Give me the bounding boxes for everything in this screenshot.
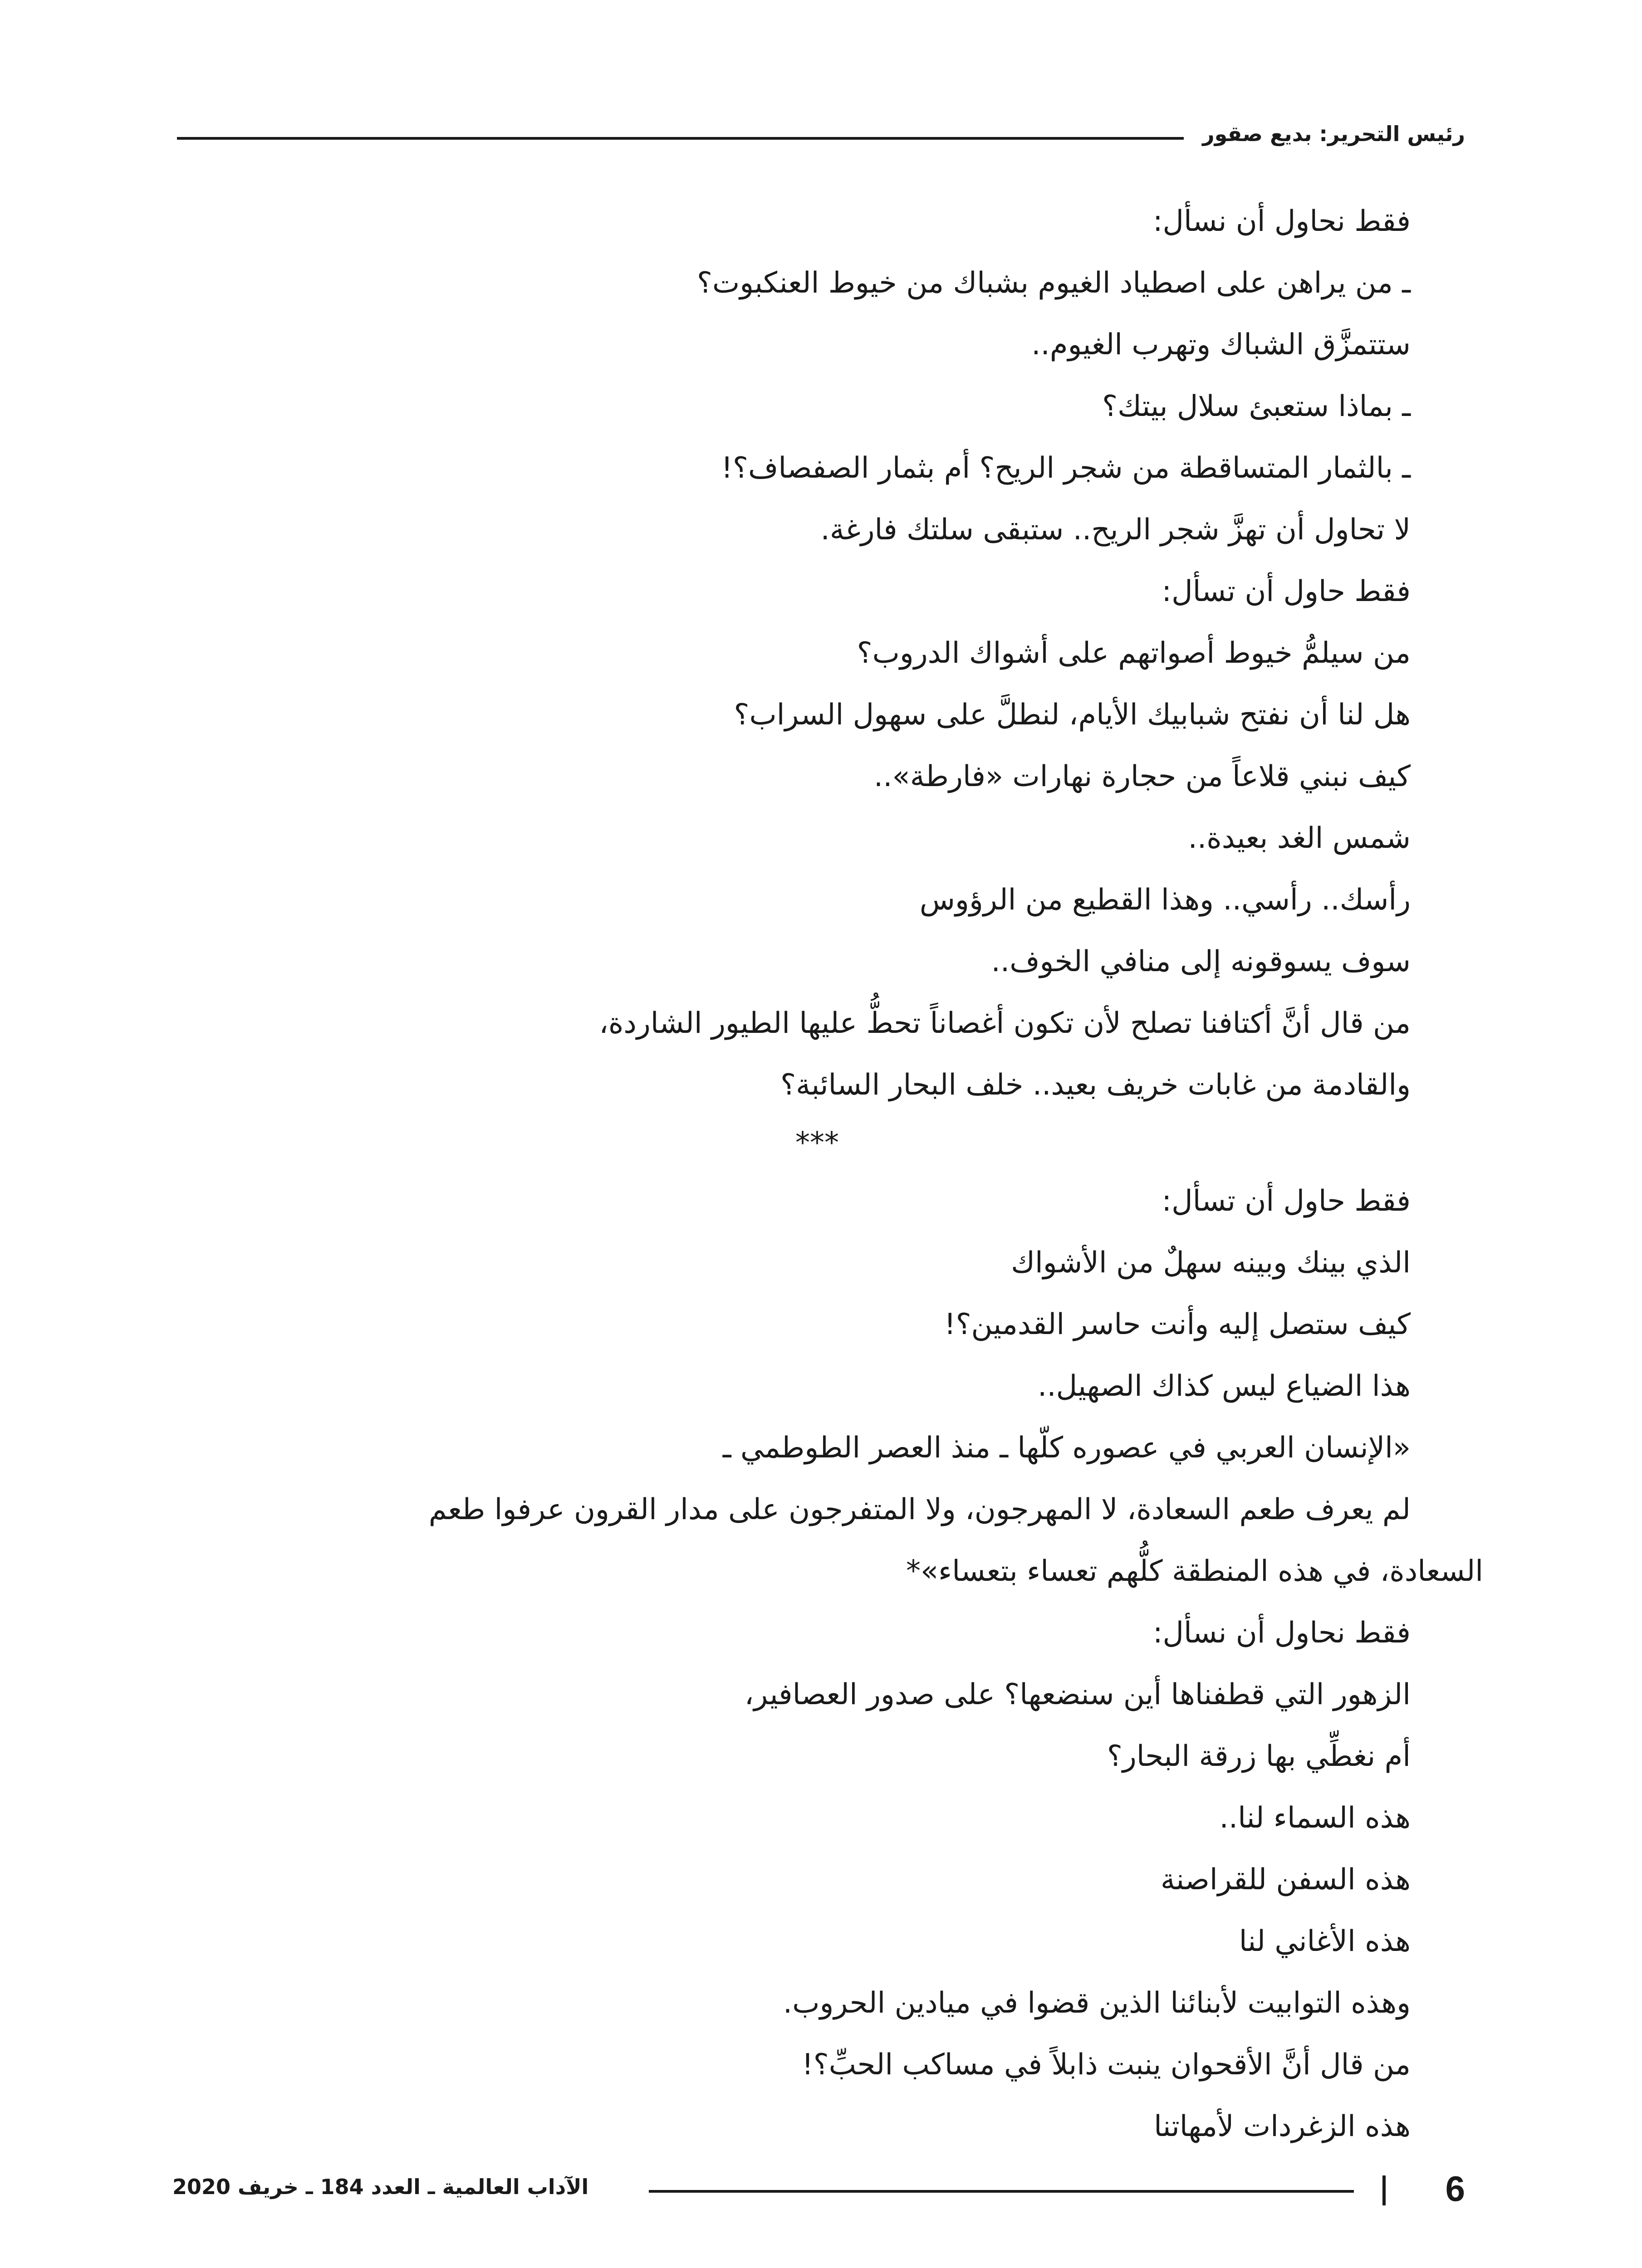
page-number: 6 <box>1445 2169 1465 2209</box>
poem-line: سوف يسوقونه إلى منافي الخوف.. <box>991 945 1411 978</box>
page-footer <box>172 2168 1465 2223</box>
issue-info: الآداب العالمية ـ العدد 184 ـ خريف 2020 <box>172 2175 589 2199</box>
page-header <box>177 109 1465 163</box>
editor-credit: رئيس التحرير: بديع صقور <box>1202 122 1465 146</box>
poem-line: هذا الضياع ليس كذاك الصهيل.. <box>1037 1369 1411 1403</box>
poem-line: لا تحاول أن تهزَّ شجر الريح.. ستبقى سلتك فارغة. <box>820 513 1411 547</box>
poem-line: الزهور التي قطفناها أين سنضعها؟ على صدور العصافير، <box>744 1678 1411 1711</box>
poem-body <box>72 191 1483 2157</box>
poem-line: ـ بماذا ستعبئ سلال بيتك؟ <box>1102 390 1411 423</box>
poem-line: ـ من يراهن على اصطياد الغيوم بشباك من خيوط العنكبوت؟ <box>696 266 1411 300</box>
footer-rule <box>649 2190 1354 2193</box>
poem-line: هذه السماء لنا.. <box>1219 1801 1411 1835</box>
section-separator: *** <box>795 1126 839 1160</box>
poem-line: فقط نحاول أن نسأل: <box>1152 205 1411 238</box>
poem-line: هذه السفن للقراصنة <box>1160 1863 1411 1897</box>
poem-line: كيف ستصل إليه وأنت حاسر القدمين؟! <box>944 1308 1411 1341</box>
quote-line: لم يعرف طعم السعادة، لا المهرجون، ولا المتفرجون على مدار القرون عرفوا طعم <box>428 1493 1411 1526</box>
poem-line: الذي بينك وبينه سهلٌ من الأشواك <box>1011 1246 1411 1280</box>
poem-line: رأسك.. رأسي.. وهذا القطيع من الرؤوس <box>919 883 1411 917</box>
poem-line: أم نغطِّي بها زرقة البحار؟ <box>1107 1740 1411 1773</box>
footer-divider <box>1382 2175 1386 2205</box>
poem-line: فقط نحاول أن نسأل: <box>1152 1616 1411 1650</box>
poem-line: من قال أنَّ الأقحوان ينبت ذابلاً في مساكب الحبِّ؟! <box>802 2048 1411 2082</box>
poem-line: من قال أنَّ أكتافنا تصلح لأن تكون أغصاناً تحطُّ عليها الطيور الشاردة، <box>599 1007 1411 1040</box>
poem-line: فقط حاول أن تسأل: <box>1162 575 1411 608</box>
header-rule <box>177 137 1184 140</box>
poem-line: والقادمة من غابات خريف بعيد.. خلف البحار السائبة؟ <box>780 1068 1411 1102</box>
poem-line: فقط حاول أن تسأل: <box>1162 1184 1411 1218</box>
quote-line: السعادة، في هذه المنطقة كلُّهم تعساء بتعساء»* <box>906 1554 1483 1588</box>
poem-line: ـ بالثمار المتساقطة من شجر الريح؟ أم بثمار الصفصاف؟! <box>721 451 1411 485</box>
poem-line: شمس الغد بعيدة.. <box>1188 821 1411 855</box>
poem-line: هذه الأغاني لنا <box>1239 1925 1411 1958</box>
poem-line: هل لنا أن نفتح شبابيك الأيام، لنطلَّ على سهول السراب؟ <box>734 698 1411 732</box>
poem-line: وهذه التوابيت لأبنائنا الذين قضوا في ميادين الحروب. <box>783 1986 1411 2020</box>
poem-line: «الإنسان العربي في عصوره كلّها ـ منذ العصر الطوطمي ـ <box>722 1431 1411 1465</box>
poem-line: هذه الزغردات لأمهاتنا <box>1154 2110 1411 2143</box>
poem-line: ستتمزَّق الشباك وتهرب الغيوم.. <box>1031 328 1411 362</box>
poem-line: من سيلمُّ خيوط أصواتهم على أشواك الدروب؟ <box>857 636 1411 670</box>
poem-line: كيف نبني قلاعاً من حجارة نهارات «فارطة».. <box>873 760 1411 793</box>
